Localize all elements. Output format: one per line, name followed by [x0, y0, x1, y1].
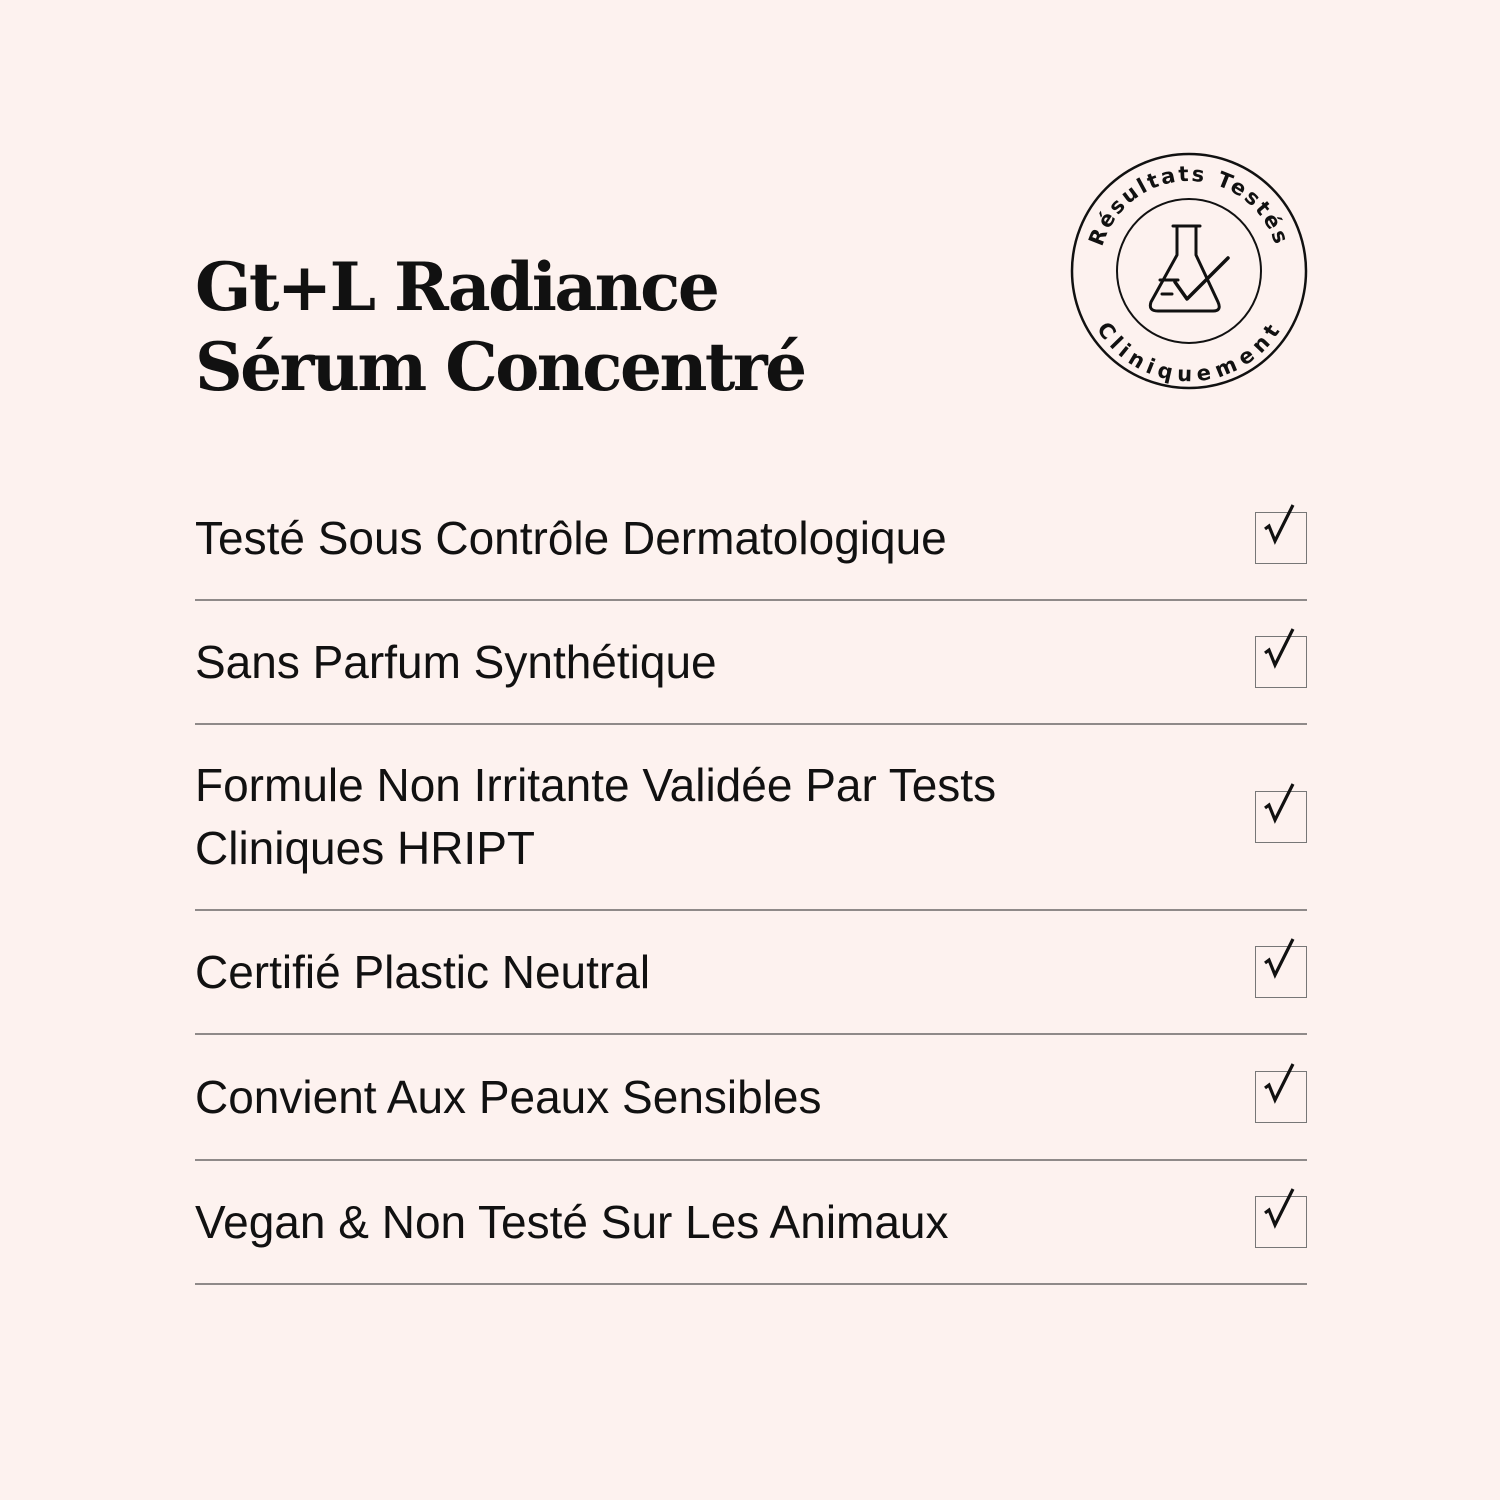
page-title: [195, 247, 805, 407]
clinically-tested-badge: [1070, 152, 1308, 390]
badge-outer-ring: [1072, 154, 1306, 388]
feature-list: [195, 477, 1307, 1285]
checkbox-checked: [1255, 946, 1307, 998]
svg-text:Cliniquement: [1092, 318, 1286, 387]
check-icon: [1263, 937, 1299, 985]
check-icon: [1263, 1062, 1299, 1110]
feature-label: Vegan & Non Testé Sur Les Animaux: [195, 1195, 949, 1248]
list-item: [195, 1161, 1307, 1285]
flask-check-icon: [1150, 226, 1228, 311]
check-icon: [1263, 503, 1299, 551]
badge-inner-ring: [1117, 199, 1261, 343]
checkbox-checked: [1255, 1071, 1307, 1123]
check-icon: [1263, 627, 1299, 675]
feature-label: Certifié Plastic Neutral: [195, 945, 651, 998]
list-item: [195, 601, 1307, 725]
checkbox-checked: [1255, 1196, 1307, 1248]
list-item: [195, 477, 1307, 601]
svg-text:Résultats Testés: [1084, 162, 1294, 249]
checkbox-checked: [1255, 791, 1307, 843]
feature-label: Formule Non Irritante Validée Par Tests Cliniques HRIPT: [195, 759, 997, 874]
list-item: [195, 1035, 1307, 1161]
list-item: [195, 725, 1307, 911]
checkbox-checked: [1255, 512, 1307, 564]
badge-top-text: Résultats Testés: [1084, 161, 1294, 249]
title-line-2: Sérum Concentré: [195, 328, 805, 406]
feature-label: Testé Sous Contrôle Dermatologique: [195, 511, 947, 564]
list-item: [195, 911, 1307, 1035]
check-icon: [1263, 782, 1299, 830]
feature-label: Sans Parfum Synthétique: [195, 635, 717, 688]
check-icon: [1263, 1187, 1299, 1235]
checkbox-checked: [1255, 636, 1307, 688]
badge-bottom-text: Cliniquement: [1092, 317, 1286, 387]
title-line-1: Gt+L Radiance: [195, 248, 718, 326]
feature-label: Convient Aux Peaux Sensibles: [195, 1070, 822, 1123]
